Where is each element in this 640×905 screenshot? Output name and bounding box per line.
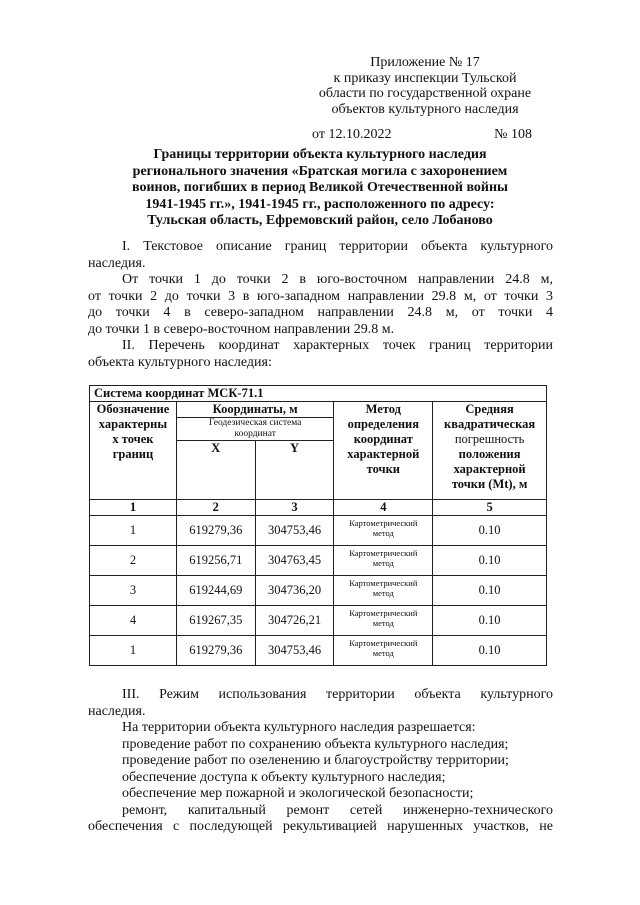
title-line: Тульская область, Ефремовский район, село Лобаново (147, 213, 493, 228)
cell-point: 3 (90, 576, 177, 606)
cell-y: 304736,20 (255, 576, 334, 606)
cell-error: 0.10 (433, 606, 547, 636)
cell-method: Картометрический метод (334, 546, 433, 576)
section-3 (88, 687, 553, 836)
appendix-order-line: области по государственной охране (318, 86, 532, 101)
section-2-heading-cont: объекта культурного наследия: (88, 354, 272, 370)
header-geodetic-system: Геодезическая система координат (176, 418, 334, 441)
column-number: 5 (433, 500, 547, 516)
allowed-item: ремонт, капитальный ремонт сетей инженерно-технического (122, 802, 553, 818)
header-mean-error: Средняя квадратическая погрешность положения характерной точки (Mt), м (433, 402, 547, 500)
cell-x: 619244,69 (176, 576, 255, 606)
section-1-desc-line: до точки 4 в северо-западном направлении 24.8 м, от точки 4 (88, 305, 553, 320)
section-1-heading-cont: наследия. (88, 255, 146, 271)
cell-y: 304753,46 (255, 636, 334, 666)
cell-y: 304726,21 (255, 606, 334, 636)
appendix-number: Приложение № 17 (370, 55, 480, 70)
header-y: Y (255, 441, 334, 500)
cell-point: 1 (90, 636, 177, 666)
cell-error: 0.10 (433, 516, 547, 546)
column-number: 3 (255, 500, 334, 516)
cell-y: 304753,46 (255, 516, 334, 546)
appendix-order-line: к приказу инспекции Тульской (333, 70, 517, 86)
column-number: 1 (90, 500, 177, 516)
header-coordinates: Координаты, м (176, 402, 334, 418)
cell-x: 619279,36 (176, 516, 255, 546)
cell-error: 0.10 (433, 576, 547, 606)
title-line: 1941-1945 гг.», 1941-1945 гг., расположенного по адресу: (145, 196, 495, 212)
document-title (95, 147, 545, 230)
column-number: 4 (334, 500, 433, 516)
allowed-intro: На территории объекта культурного наследия разрешается: (122, 720, 476, 735)
header-point-designation: Обозначение характерны х точек границ (90, 402, 177, 500)
header-method: Метод определения координат характерной точки (334, 402, 433, 500)
allowed-item: обеспечение доступа к объекту культурного наследия; (122, 769, 446, 785)
order-number: № 108 (494, 127, 532, 142)
title-line: регионального значения «Братская могила с захоронением (132, 163, 508, 179)
allowed-item: проведение работ по сохранению объекта культурного наследия; (122, 736, 509, 752)
cell-x: 619267,35 (176, 606, 255, 636)
title-line: Границы территории объекта культурного наследия (153, 147, 487, 162)
table-row (90, 606, 547, 636)
column-number: 2 (176, 500, 255, 516)
cell-method: Картометрический метод (334, 606, 433, 636)
coordinate-system-label: Система координат МСК-71.1 (90, 386, 547, 402)
cell-y: 304763,45 (255, 546, 334, 576)
section-3-heading: III. Режим использования территории объекта культурного (122, 687, 553, 702)
cell-error: 0.10 (433, 636, 547, 666)
cell-point: 1 (90, 516, 177, 546)
appendix-order-line: объектов культурного наследия (331, 101, 519, 117)
section-1-heading: I. Текстовое описание границ территории объекта культурного (122, 239, 553, 254)
section-2-heading: II. Перечень координат характерных точек границ территории (122, 338, 553, 353)
section-1 (88, 239, 553, 371)
order-date: 12.10.2022 (328, 127, 392, 142)
appendix-date-line (290, 127, 560, 143)
column-number-row (90, 500, 547, 516)
section-1-desc-line: от точки 2 до точки 3 в юго-западном направлении 29.8 м, от точки 3 (88, 288, 553, 304)
cell-point: 2 (90, 546, 177, 576)
cell-method: Картометрический метод (334, 576, 433, 606)
cell-point: 4 (90, 606, 177, 636)
cell-x: 619256,71 (176, 546, 255, 576)
title-line: воинов, погибших в период Великой Отечественной войны (132, 180, 508, 195)
coordinates-table (89, 385, 547, 666)
table-row (90, 516, 547, 546)
table-row (90, 576, 547, 606)
date-prefix: от (312, 127, 325, 142)
cell-method: Картометрический метод (334, 636, 433, 666)
allowed-item: обеспечение мер пожарной и экологической безопасности; (122, 786, 474, 801)
table-row (90, 636, 547, 666)
appendix-header (290, 55, 560, 143)
section-3-heading-cont: наследия. (88, 703, 146, 719)
header-x: X (176, 441, 255, 500)
cell-method: Картометрический метод (334, 516, 433, 546)
cell-x: 619279,36 (176, 636, 255, 666)
table-row (90, 546, 547, 576)
section-1-desc-line: От точки 1 до точки 2 в юго-восточном направлении 24.8 м, (122, 272, 553, 287)
cell-error: 0.10 (433, 546, 547, 576)
section-1-desc-line: до точки 1 в северо-восточном направлении 29.8 м. (88, 321, 395, 337)
allowed-item: проведение работ по озеленению и благоустройству территории; (122, 753, 509, 768)
allowed-item-cont: обеспечения с последующей рекультивацией нарушенных участков, не (88, 819, 553, 834)
